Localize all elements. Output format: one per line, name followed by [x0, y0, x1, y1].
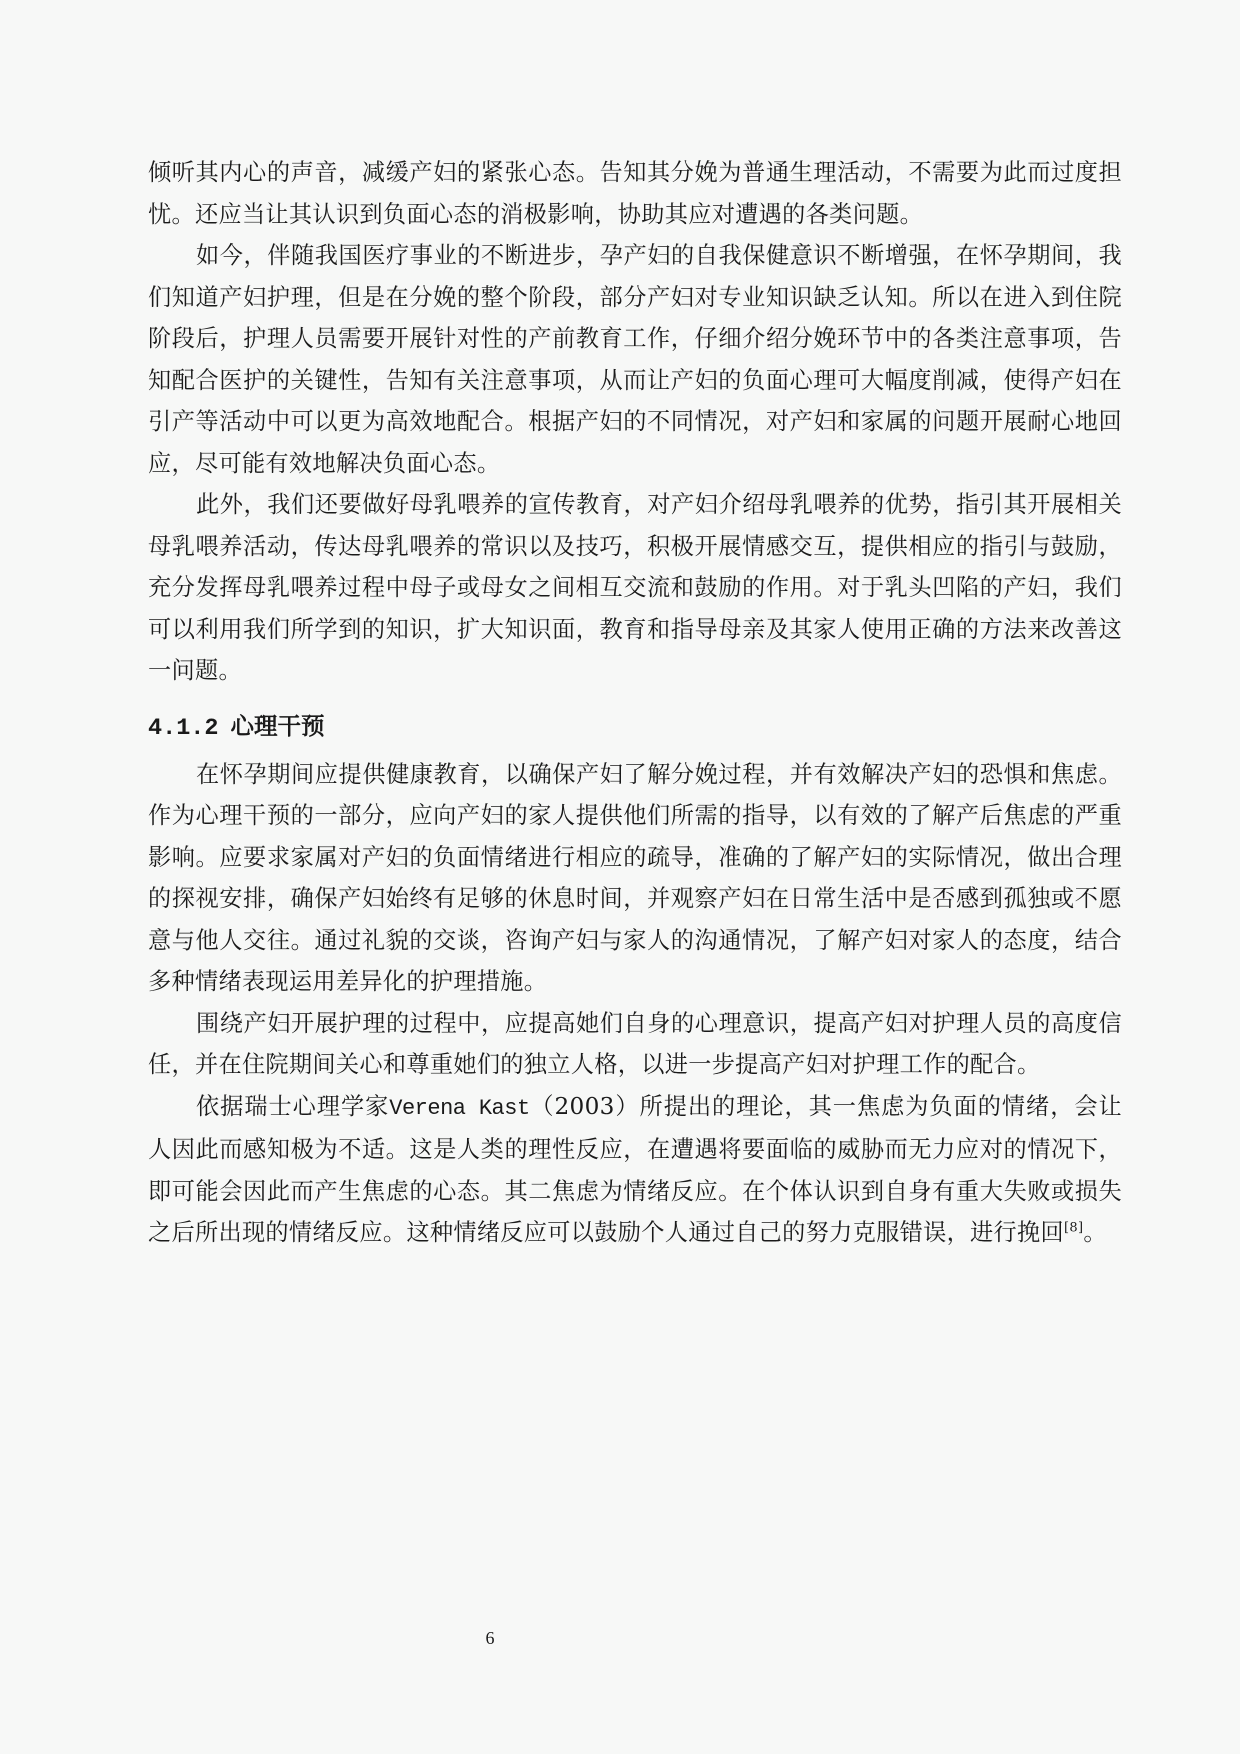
- paragraph-continuation: 倾听其内心的声音，减缓产妇的紧张心态。告知其分娩为普通生理活动，不需要为此而过度担忧。还应当让其认识到负面心态的消极影响，协助其应对遭遇的各类问题。: [148, 159, 1122, 228]
- kast-text-end: 。: [1083, 1219, 1107, 1246]
- author-name: Verena Kast: [389, 1095, 530, 1121]
- citation-year: （2003）: [529, 1092, 640, 1120]
- citation-reference: [8]: [1064, 1220, 1084, 1236]
- page-number: 6: [485, 1628, 495, 1648]
- paragraph-breastfeeding: 此外，我们还要做好母乳喂养的宣传教育，对产妇介绍母乳喂养的优势，指引其开展相关母乳喂养活动，传达母乳喂养的常识以及技巧，积极开展情感交互，提供相应的指引与鼓励，充分发挥母乳喂养过程中母子或母女之间相互交流和鼓励的作用。对于乳头凹陷的产妇，我们可以利用我们所学到的知识，扩大知识面，教育和指导母亲及其家人使用正确的方法来改善这一问题。: [148, 491, 1122, 684]
- document-page: [148, 152, 1122, 1254]
- section-title: 心理干预: [230, 711, 325, 740]
- paragraph-nursing-trust: 围绕产妇开展护理的过程中，应提高她们自身的心理意识，提高产妇对护理人员的高度信任，并在住院期间关心和尊重她们的独立人格，以进一步提高产妇对护理工作的配合。: [148, 1009, 1122, 1078]
- paragraph-kast-theory: [148, 1086, 1122, 1254]
- paragraph-prenatal-education: 如今，伴随我国医疗事业的不断进步，孕产妇的自我保健意识不断增强，在怀孕期间，我们知道产妇护理，但是在分娩的整个阶段，部分产妇对专业知识缺乏认知。所以在进入到住院阶段后，护理人员需要开展针对性的产前教育工作，仔细介绍分娩环节中的各类注意事项，告知配合医护的关键性，告知有关注意事项，从而让产妇的负面心理可大幅度削减，使得产妇在引产等活动中可以更为高效地配合。根据产妇的不同情况，对产妇和家属的问题开展耐心地回应，尽可能有效地解决负面心态。: [148, 242, 1122, 477]
- section-heading: [148, 704, 1122, 751]
- paragraph-health-education: 在怀孕期间应提供健康教育，以确保产妇了解分娩过程，并有效解决产妇的恐惧和焦虑。作为心理干预的一部分，应向产妇的家人提供他们所需的指导，以有效的了解产后焦虑的严重影响。应要求家属对产妇的负面情绪进行相应的疏导，准确的了解产妇的实际情况，做出合理的探视安排，确保产妇始终有足够的休息时间，并观察产妇在日常生活中是否感到孤独或不愿意与他人交往。通过礼貌的交谈，咨询产妇与家人的沟通情况，了解产妇对家人的态度，结合多种情绪表现运用差异化的护理措施。: [148, 760, 1122, 995]
- section-number: 4.1.2: [148, 714, 219, 742]
- kast-text-part2: 所提出的理论，其一焦虑为负面的情绪，会让人因此而感知极为不适。这是人类的理性反应，在遭遇将要面临的威胁而无力应对的情况下，即可能会因此而产生焦虑的心态。其二焦虑为情绪反应。在个体认识到自身有重大失败或损失之后所出现的情绪反应。这种情绪反应可以鼓励个人通过自己的努力克服错误，进行挽回: [148, 1092, 1123, 1246]
- kast-text-part1: 依据瑞士心理学家: [196, 1092, 390, 1120]
